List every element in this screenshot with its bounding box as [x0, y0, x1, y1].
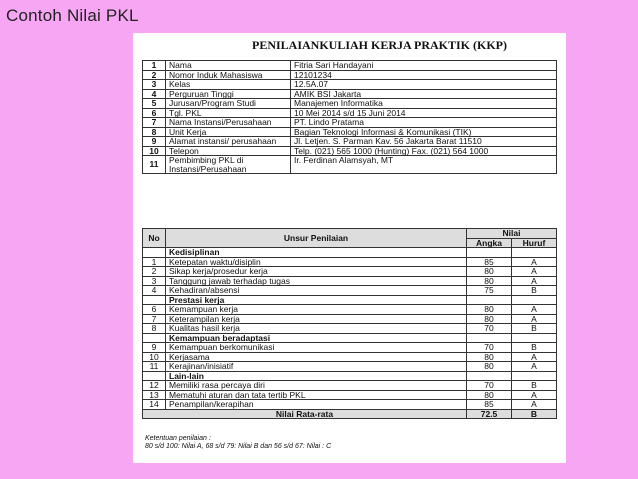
- identity-label: Jurusan/Program Studi: [166, 99, 291, 109]
- identity-value: Ir. Ferdinan Alamsyah, MT: [291, 156, 557, 174]
- grade-angka: 85: [467, 400, 512, 410]
- grade-huruf: A: [512, 276, 557, 286]
- grade-no: 3: [143, 276, 166, 286]
- grade-name: Keterampilan kerja: [166, 314, 467, 324]
- identity-no: 3: [143, 80, 166, 90]
- grade-huruf: A: [512, 257, 557, 267]
- identity-table: [142, 60, 557, 174]
- identity-row: [143, 99, 557, 109]
- criteria-text: 80 s/d 100: Nilai A, 68 s/d 79: Nilai B dan 56 s/d 67: Nilai : C: [145, 443, 332, 450]
- identity-label: Nama: [166, 61, 291, 71]
- grade-row: [143, 267, 557, 277]
- identity-no: 11: [143, 156, 166, 174]
- grade-huruf: A: [512, 352, 557, 362]
- grade-group-label: Lain-lain: [166, 371, 467, 381]
- grade-row: [143, 286, 557, 296]
- grade-huruf: A: [512, 400, 557, 410]
- grade-no: 1: [143, 257, 166, 267]
- grade-name: Ketepatan waktu/disiplin: [166, 257, 467, 267]
- identity-label: Unit Kerja: [166, 127, 291, 137]
- grade-group-label: Kedisiplinan: [166, 248, 467, 258]
- identity-value: PT. Lindo Pratama: [291, 118, 557, 128]
- grade-group-label: Kemampuan beradaptasi: [166, 333, 467, 343]
- header-nilai: Nilai: [467, 229, 557, 239]
- slide-title: Contoh Nilai PKL: [6, 6, 139, 25]
- header-huruf: Huruf: [512, 238, 557, 248]
- header-unsur: Unsur Penilaian: [166, 229, 467, 248]
- grade-no: 6: [143, 305, 166, 315]
- grade-angka: 80: [467, 305, 512, 315]
- grade-row: [143, 362, 557, 372]
- identity-no: 9: [143, 137, 166, 147]
- grade-angka: 80: [467, 267, 512, 277]
- grade-no: 12: [143, 381, 166, 391]
- grade-name: Tanggung jawab terhadap tugas: [166, 276, 467, 286]
- grade-angka: 70: [467, 381, 512, 391]
- grade-no: 8: [143, 324, 166, 334]
- identity-no: 8: [143, 127, 166, 137]
- document-page: [133, 33, 566, 463]
- grade-no: [143, 248, 166, 258]
- identity-value: Bagian Teknologi Informasi & Komunikasi (TIK): [291, 127, 557, 137]
- grade-name: Kemampuan kerja: [166, 305, 467, 315]
- grade-angka: 80: [467, 314, 512, 324]
- grade-angka: 85: [467, 257, 512, 267]
- identity-no: 4: [143, 89, 166, 99]
- grade-name: Kemampuan berkomunikasi: [166, 343, 467, 353]
- identity-value: Jl. Letjen. S. Parman Kav. 56 Jakarta Barat 11510: [291, 137, 557, 147]
- identity-label: Tgl. PKL: [166, 108, 291, 118]
- grade-name: Memiliki rasa percaya diri: [166, 381, 467, 391]
- grade-name: Sikap kerja/prosedur kerja: [166, 267, 467, 277]
- grade-huruf: B: [512, 343, 557, 353]
- identity-no: 5: [143, 99, 166, 109]
- average-row: [143, 409, 557, 419]
- grade-group-label: Prestasi kerja: [166, 295, 467, 305]
- average-label: Nilai Rata-rata: [143, 409, 467, 419]
- grade-no: 9: [143, 343, 166, 353]
- identity-value: 10 Mei 2014 s/d 15 Juni 2014: [291, 108, 557, 118]
- grade-huruf: A: [512, 390, 557, 400]
- grade-row: [143, 400, 557, 410]
- grade-name: Kerjasama: [166, 352, 467, 362]
- identity-label: Perguruan Tinggi: [166, 89, 291, 99]
- identity-value: AMIK BSI Jakarta: [291, 89, 557, 99]
- identity-row: [143, 118, 557, 128]
- identity-label: Telepon: [166, 146, 291, 156]
- identity-row: [143, 70, 557, 80]
- grade-angka: 70: [467, 324, 512, 334]
- grade-huruf: A: [512, 362, 557, 372]
- identity-row: [143, 156, 557, 174]
- grade-huruf: A: [512, 267, 557, 277]
- grade-row: [143, 324, 557, 334]
- grade-angka: [467, 248, 512, 258]
- identity-label: Alamat instansi/ perusahaan: [166, 137, 291, 147]
- grade-row: [143, 381, 557, 391]
- grade-name: Kualitas hasil kerja: [166, 324, 467, 334]
- grade-no: 14: [143, 400, 166, 410]
- grade-name: Mematuhi aturan dan tata tertib PKL: [166, 390, 467, 400]
- identity-value: 12.5A.07: [291, 80, 557, 90]
- grade-row: [143, 343, 557, 353]
- identity-value: Manajemen Informatika: [291, 99, 557, 109]
- grade-no: 13: [143, 390, 166, 400]
- header-angka: Angka: [467, 238, 512, 248]
- grade-name: Kehadiran/absensi: [166, 286, 467, 296]
- document-title: PENILAIANKULIAH KERJA PRAKTIK (KKP): [251, 38, 508, 52]
- grade-angka: 70: [467, 343, 512, 353]
- grading-criteria: [145, 435, 331, 451]
- identity-value: Telp. (021) 565 1000 (Hunting) Fax. (021) 564 1000: [291, 146, 557, 156]
- identity-no: 2: [143, 70, 166, 80]
- identity-no: 1: [143, 61, 166, 71]
- identity-row: [143, 61, 557, 71]
- grade-no: 7: [143, 314, 166, 324]
- grade-row: [143, 305, 557, 315]
- grade-no: 4: [143, 286, 166, 296]
- grade-huruf: B: [512, 381, 557, 391]
- grade-name: Kerajinan/inisiatif: [166, 362, 467, 372]
- identity-label: Pembimbing PKL di Instansi/Perusahaan: [166, 156, 291, 174]
- grade-no: 10: [143, 352, 166, 362]
- grades-table: [142, 228, 557, 419]
- grade-no: 2: [143, 267, 166, 277]
- grade-angka: 80: [467, 390, 512, 400]
- identity-no: 6: [143, 108, 166, 118]
- identity-value: 12101234: [291, 70, 557, 80]
- grade-angka: 80: [467, 276, 512, 286]
- identity-label: Kelas: [166, 80, 291, 90]
- identity-label: Nama Instansi/Perusahaan: [166, 118, 291, 128]
- grade-group-row: [143, 248, 557, 258]
- identity-label: Nomor Induk Mahasiswa: [166, 70, 291, 80]
- grade-huruf: A: [512, 314, 557, 324]
- average-angka: 72.5: [467, 409, 512, 419]
- average-huruf: B: [512, 409, 557, 419]
- identity-no: 7: [143, 118, 166, 128]
- identity-row: [143, 80, 557, 90]
- grade-huruf: [512, 248, 557, 258]
- grade-no: 11: [143, 362, 166, 372]
- criteria-heading: Ketentuan penilaian :: [145, 435, 211, 442]
- grade-name: Penampilan/kerapihan: [166, 400, 467, 410]
- grade-huruf: B: [512, 286, 557, 296]
- grade-angka: 80: [467, 362, 512, 372]
- grade-angka: 75: [467, 286, 512, 296]
- identity-value: Fitria Sari Handayani: [291, 61, 557, 71]
- header-no: No: [143, 229, 166, 248]
- grade-angka: 80: [467, 352, 512, 362]
- grade-huruf: B: [512, 324, 557, 334]
- identity-row: [143, 137, 557, 147]
- identity-no: 10: [143, 146, 166, 156]
- grade-huruf: A: [512, 305, 557, 315]
